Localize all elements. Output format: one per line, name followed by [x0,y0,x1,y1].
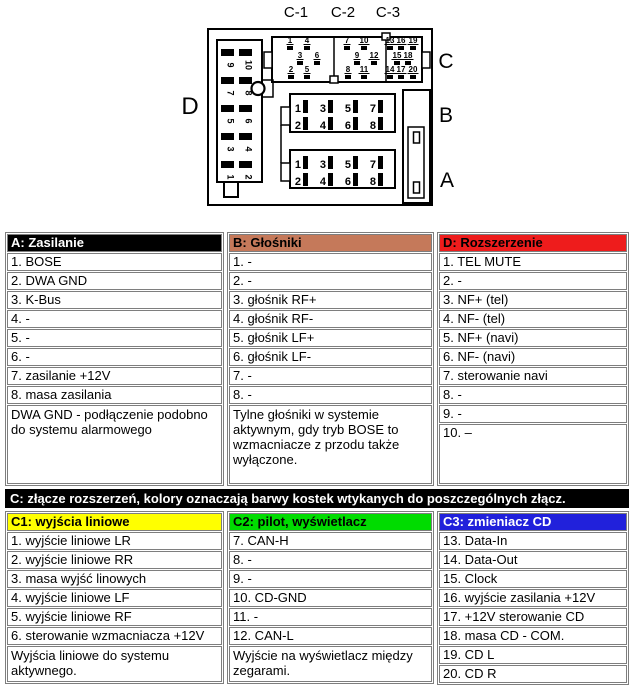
pin-number: 8 [369,120,376,132]
pin-contact [221,49,234,56]
pin-row: 3. głośnik RF+ [229,291,432,309]
pin-contact [303,156,308,169]
pin-number: 6 [344,176,351,188]
connector-diagram-svg [0,0,639,222]
pin-row: 1. wyjście liniowe LR [7,532,222,550]
pin-contact [361,75,367,79]
pin-contact [303,173,308,186]
pin-row: 6. - [7,348,222,366]
pin-contact [328,156,333,169]
pin-number: 4 [319,120,326,132]
table-d-header: D: Rozszerzenie [439,234,627,252]
pin-row: 15. Clock [439,570,627,588]
pin-contact [297,61,303,65]
pin-contact [239,105,252,112]
pin-contact [345,75,351,79]
pin-contact [410,75,416,79]
pin-contact [304,46,310,50]
pin-row: 19. CD L [439,646,627,664]
connector-letter-a: A [439,169,455,192]
pin-contact [221,161,234,168]
pin-number: 2 [294,176,301,188]
pin-number: 3 [297,51,303,60]
side-connector-inner [408,127,424,198]
pin-row: 4. głośnik RF- [229,310,432,328]
pin-number: 7 [344,36,350,45]
c-keying-notch-bottom [330,76,338,83]
table-c1-line-out [5,511,224,684]
pin-row: 1. - [229,253,432,271]
pin-layer [181,4,454,192]
pin-contact [378,100,383,113]
pin-number: 5 [344,103,351,115]
pin-number: 19 [408,36,418,45]
pin-number: 8 [345,65,351,74]
connector-c-left-tab [264,52,272,68]
table-c3-cd-changer [437,511,629,685]
pin-number: 7 [225,90,236,96]
side-slot-top [414,132,420,143]
pin-row: 8. - [439,386,627,404]
pin-row: 16. wyjście zasilania +12V [439,589,627,607]
connector-d-tab [224,182,238,197]
pin-number: 1 [294,103,301,115]
table-a-power [5,232,224,486]
pin-contact [378,173,383,186]
pin-row: 10. – [439,424,627,484]
pin-number: 6 [243,118,254,124]
table-c1-note: Wyjścia liniowe do systemu aktywnego. [7,646,222,682]
pin-number: 10 [243,59,254,71]
side-connector-outline [403,90,430,203]
pin-row: 7. - [229,367,432,385]
pin-row: 17. +12V sterowanie CD [439,608,627,626]
pin-contact [288,75,294,79]
table-row-c123 [5,511,631,685]
c-group-label: C-2 [330,4,356,21]
pin-number: 3 [319,103,326,115]
pin-number: 8 [243,90,254,96]
pin-row: 4. - [7,310,222,328]
pin-contact [239,77,252,84]
pin-number: 14 [385,65,395,74]
pin-number: 11 [359,65,369,74]
pin-row: 1. TEL MUTE [439,253,627,271]
pin-row: 2. - [229,272,432,290]
section-c-header: C: złącze rozszerzeń, kolory oznaczają barwy kostek wtykanych do poszczególnych złącz. [5,489,629,508]
connector-letter-c: C [438,50,454,73]
pin-contact [353,173,358,186]
pin-row: 6. sterowanie wzmacniacza +12V [7,627,222,645]
pin-contact [303,117,308,130]
pin-contact [344,46,350,50]
table-c2-note: Wyjście na wyświetlacz między zegarami. [229,646,432,682]
pin-contact [387,75,393,79]
table-b-speakers [227,232,434,486]
table-c3-header: C3: zmieniacz CD [439,513,627,531]
pin-number: 2 [243,174,254,180]
table-c2-remote-display [227,511,434,684]
pin-contact [239,161,252,168]
pin-row: 13. Data-In [439,532,627,550]
pin-row: 6. głośnik LF- [229,348,432,366]
pin-row: 9. - [439,405,627,423]
pin-row: 18. masa CD - COM. [439,627,627,645]
c-group-label: C-3 [375,4,401,21]
pin-row: 5. - [7,329,222,347]
pin-row: 8. masa zasilania [7,386,222,404]
pin-contact [314,61,320,65]
c-group-label: C-1 [283,4,309,21]
pin-number: 18 [403,51,413,60]
connector-b-tab [281,107,290,125]
pin-contact [353,117,358,130]
table-b-header: B: Głośniki [229,234,432,252]
pin-contact [353,100,358,113]
table-row-abd [5,232,631,486]
pin-row: 3. masa wyjść linowych [7,570,222,588]
connector-c-right-tab [422,52,430,68]
connector-a-tab [281,163,290,181]
pin-row: 11. - [229,608,432,626]
pin-number: 1 [225,174,236,180]
pinout-tables [5,232,631,685]
pin-number: 7 [369,103,376,115]
pin-number: 1 [294,159,301,171]
pin-number: 10 [359,36,369,45]
pin-number: 5 [344,159,351,171]
pin-number: 2 [294,120,301,132]
pin-row: 14. Data-Out [439,551,627,569]
pin-number: 4 [319,176,326,188]
pin-number: 4 [243,146,254,152]
side-slot-bottom [414,182,420,193]
pin-contact [371,61,377,65]
pin-row: 3. K-Bus [7,291,222,309]
table-c2-header: C2: pilot, wyświetlacz [229,513,432,531]
pin-row: 10. CD-GND [229,589,432,607]
pin-row: 8. - [229,551,432,569]
table-b-note: Tylne głośniki w systemie aktywnym, gdy tryb BOSE to wzmacniacze z przodu także wyłączone. [229,405,432,484]
pin-contact [410,46,416,50]
connector-letter-b: B [438,104,454,127]
pin-row: 4. NF- (tel) [439,310,627,328]
pin-number: 5 [225,118,236,124]
pin-contact [221,77,234,84]
pin-row: 2. - [439,272,627,290]
pin-row: 7. sterowanie navi [439,367,627,385]
pin-number: 9 [225,62,236,68]
pin-row: 7. zasilanie +12V [7,367,222,385]
pin-row: 7. CAN-H [229,532,432,550]
pin-contact [328,100,333,113]
table-a-header: A: Zasilanie [7,234,222,252]
pin-number: 7 [369,159,376,171]
pin-number: 15 [392,51,402,60]
pin-row: 2. DWA GND [7,272,222,290]
pin-number: 12 [369,51,379,60]
pin-contact [328,117,333,130]
pin-row: 20. CD R [439,665,627,683]
pin-row: 2. wyjście liniowe RR [7,551,222,569]
pin-number: 9 [354,51,360,60]
pin-number: 6 [314,51,320,60]
pin-row: 6. NF- (navi) [439,348,627,366]
table-c1-header: C1: wyjścia liniowe [7,513,222,531]
pin-row: 5. wyjście liniowe RF [7,608,222,626]
pin-contact [328,173,333,186]
pin-contact [304,75,310,79]
pin-contact [221,105,234,112]
pin-number: 4 [304,36,310,45]
pin-row: 9. - [229,570,432,588]
pin-contact [398,46,404,50]
pin-contact [239,49,252,56]
pin-number: 6 [344,120,351,132]
pin-number: 1 [287,36,293,45]
pin-contact [398,75,404,79]
pin-row: 8. - [229,386,432,404]
pin-contact [378,117,383,130]
pin-number: 13 [385,36,395,45]
pin-number: 5 [304,65,310,74]
table-a-note: DWA GND - podłączenie podobno do systemu alarmowego [7,405,222,484]
pin-number: 20 [408,65,418,74]
pin-contact [221,133,234,140]
pin-row: 5. NF+ (navi) [439,329,627,347]
pin-contact [287,46,293,50]
pin-number: 16 [396,36,406,45]
pin-number: 8 [369,176,376,188]
pin-number: 2 [288,65,294,74]
pin-row: 4. wyjście liniowe LF [7,589,222,607]
pin-row: 5. głośnik LF+ [229,329,432,347]
pin-row: 12. CAN-L [229,627,432,645]
pin-contact [303,100,308,113]
pin-contact [353,156,358,169]
connector-diagram [0,0,639,222]
pin-contact [378,156,383,169]
connector-letter-d: D [181,93,199,120]
pin-row: 1. BOSE [7,253,222,271]
pin-contact [361,46,367,50]
pin-number: 3 [225,146,236,152]
pin-contact [239,133,252,140]
table-d-extension [437,232,629,486]
pin-contact [387,46,393,50]
pin-number: 3 [319,159,326,171]
pin-row: 3. NF+ (tel) [439,291,627,309]
pin-number: 17 [396,65,406,74]
